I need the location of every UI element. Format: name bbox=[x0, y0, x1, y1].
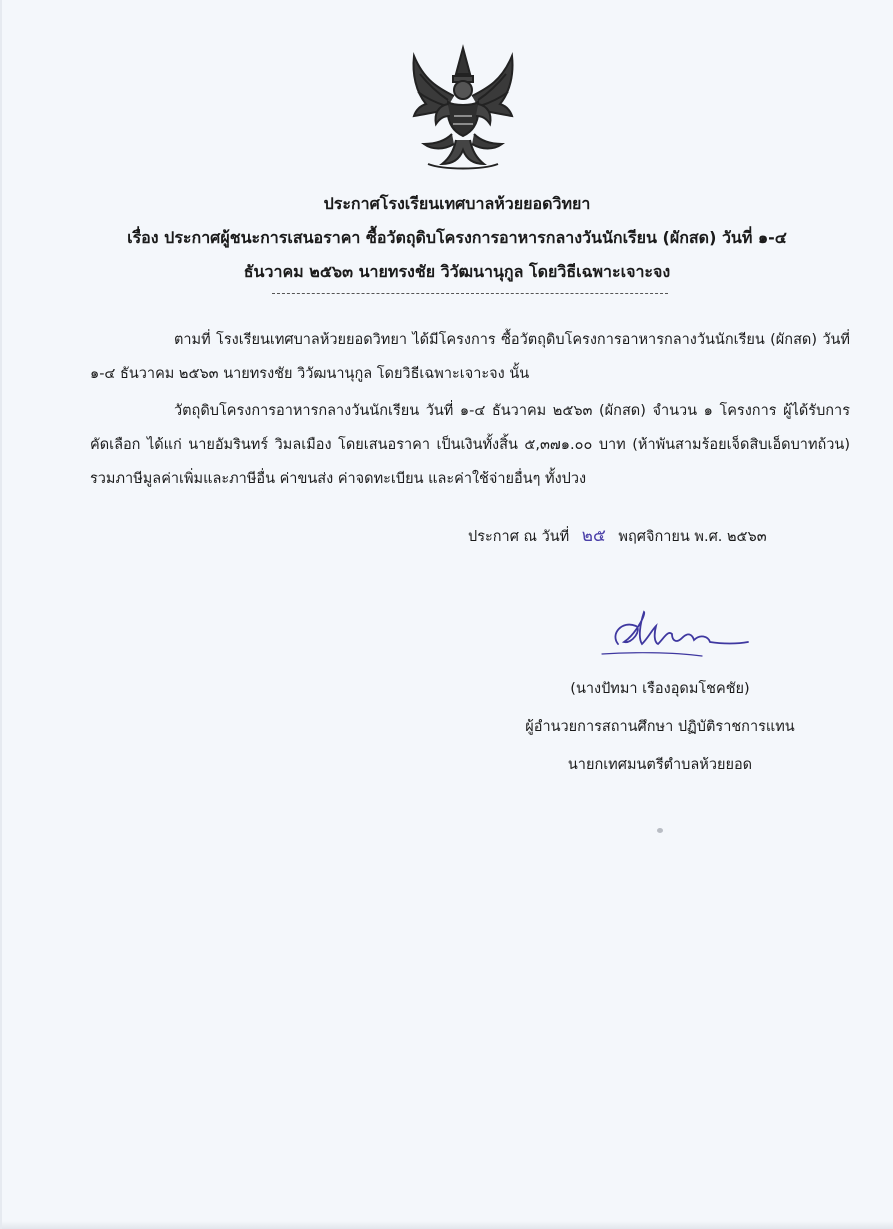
announcement-date bbox=[468, 522, 767, 549]
title-line-3: ธันวาคม ๒๕๖๓ นายทรงชัย วิวัฒนานุกูล โดยวิธีเฉพาะเจาะจง bbox=[243, 262, 671, 281]
title-line-1: ประกาศโรงเรียนเทศบาลห้วยยอดวิทยา bbox=[323, 194, 591, 213]
announcement-day: ๒๕ bbox=[581, 526, 606, 546]
page-bottom-edge bbox=[2, 1221, 893, 1229]
signatory-block bbox=[490, 670, 830, 784]
paragraph-1-text: ตามที่ โรงเรียนเทศบาลห้วยยอดวิทยา ได้มีโครงการ ซื้อวัตถุดิบโครงการอาหารกลางวันนักเรียน (ผักสด) วันที่ ๑-๔ ธันวาคม ๒๕๖๓ นายทรงชัย วิวัฒนานุกูล โดยวิธีเฉพาะเจาะจง นั้น bbox=[90, 332, 850, 382]
signatory-name: (นางปัทมา เรืองอุดมโชคชัย) bbox=[570, 681, 750, 697]
handwritten-signature bbox=[592, 604, 752, 666]
scan-artifact bbox=[657, 828, 663, 833]
document-title bbox=[62, 187, 852, 289]
paragraph-1 bbox=[90, 323, 850, 391]
paragraph-2 bbox=[90, 394, 850, 496]
garuda-emblem-icon bbox=[404, 44, 522, 172]
announcement-prefix: ประกาศ ณ วันที่ bbox=[468, 529, 570, 545]
signatory-position-1: ผู้อำนวยการสถานศึกษา ปฏิบัติราชการแทน bbox=[525, 719, 795, 735]
paragraph-2-text: วัตถุดิบโครงการอาหารกลางวันนักเรียน วันที่ ๑-๔ ธันวาคม ๒๕๖๓ (ผักสด) จำนวน ๑ โครงการ ผู้ได้รับการคัดเลือก ได้แก่ นายอัมรินทร์ วิมลเมือง โดยเสนอราคา เป็นเงินทั้งสิ้น ๕,๓๗๑.๐๐ บาท (ห้าพันสามร้อยเจ็ดสิบเอ็ดบาทถ้วน) รวมภาษีมูลค่าเพิ่มและภาษีอื่น ค่าขนส่ง ค่าจดทะเบียน และค่าใช้จ่ายอื่นๆ ทั้งปวง bbox=[90, 403, 850, 487]
title-line-2: เรื่อง ประกาศผู้ชนะการเสนอราคา ซื้อวัตถุดิบโครงการอาหารกลางวันนักเรียน (ผักสด) วันที่ ๑-๔ bbox=[127, 228, 787, 247]
signatory-position-2: นายกเทศมนตรีตำบลห้วยยอด bbox=[567, 757, 753, 773]
announcement-suffix: พฤศจิกายน พ.ศ. ๒๕๖๓ bbox=[618, 529, 767, 545]
separator-line bbox=[272, 293, 668, 294]
